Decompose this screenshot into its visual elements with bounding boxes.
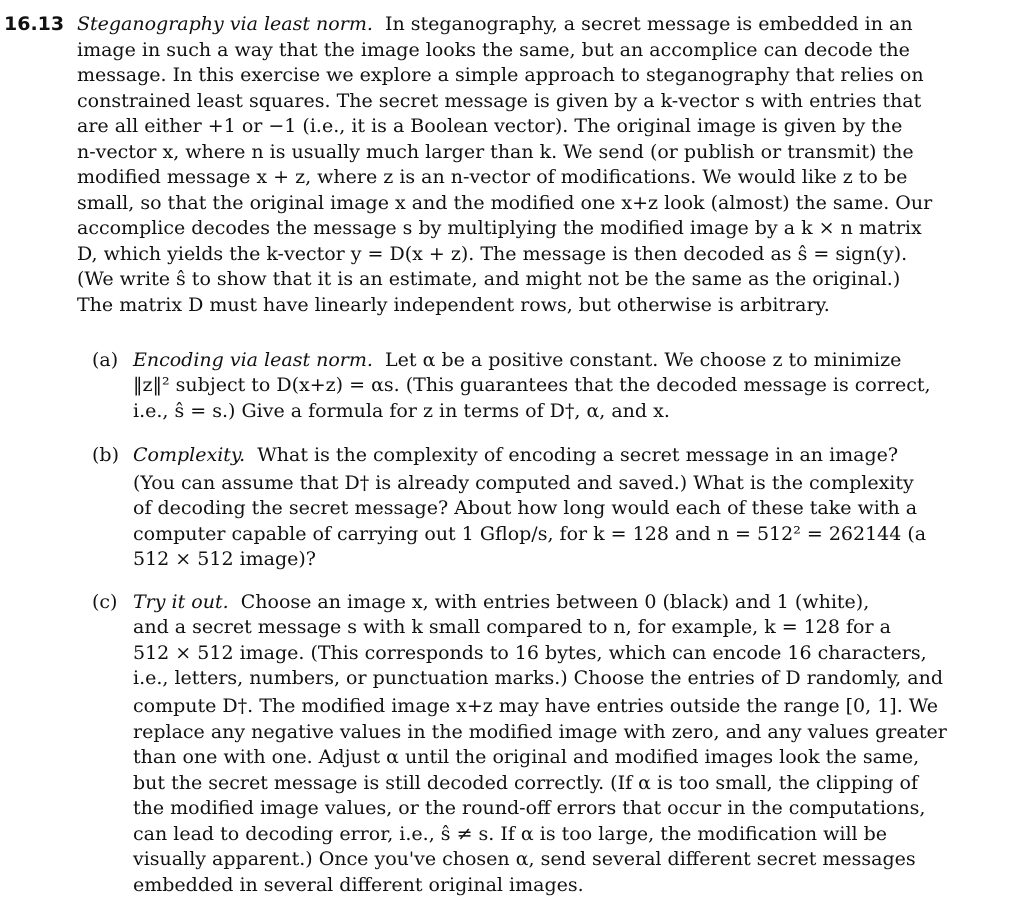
part-a-title: Encoding via least norm.: [133, 349, 373, 371]
intro-line: In steganography, a secret message is embedded in an: [384, 13, 913, 35]
part-b-label: (b): [92, 444, 119, 466]
intro-line: (We write ŝ to show that it is an estimate, and might not be the same as the original.): [77, 268, 901, 290]
part-b-line: What is the complexity of encoding a secret message in an image?: [257, 444, 899, 466]
intro-line: The matrix D must have linearly independent rows, but otherwise is arbitrary.: [77, 294, 830, 316]
intro-line: n-vector x, where n is usually much larger than k. We send (or publish or transmit) the: [77, 141, 914, 163]
part-c-label: (c): [92, 591, 118, 613]
part-c-line: the modified image values, or the round-off errors that occur in the computations,: [133, 797, 926, 819]
part-c-line: and a secret message s with k small compared to n, for example, k = 128 for a: [133, 616, 891, 638]
part-c-line: i.e., letters, numbers, or punctuation marks.) Choose the entries of D randomly, and: [133, 667, 943, 689]
intro-line: D, which yields the k-vector y = D(x + z). The message is then decoded as ŝ = sign(y).: [77, 243, 908, 265]
part-a-line: i.e., ŝ = s.) Give a formula for z in terms of D†, α, and x.: [133, 400, 670, 422]
part-c-title: Try it out.: [133, 591, 229, 613]
part-c-line: than one with one. Adjust α until the original and modified images look the same,: [133, 746, 920, 768]
intro-line: constrained least squares. The secret message is given by a k-vector s with entries that: [77, 90, 922, 112]
part-a-line: Let α be a positive constant. We choose z to minimize: [385, 349, 902, 371]
intro-line: message. In this exercise we explore a simple approach to steganography that relies on: [77, 64, 924, 86]
intro-line: modified message x + z, where z is an n-vector of modifications. We would like z to be: [77, 166, 908, 188]
part-a-line: ‖z‖² subject to D(x+z) = αs. (This guarantees that the decoded message is correct,: [133, 374, 931, 396]
intro-line: are all either +1 or −1 (i.e., it is a Boolean vector). The original image is given by the: [77, 115, 903, 137]
part-c-line: compute D†. The modified image x+z may have entries outside the range [0, 1]. We: [133, 695, 939, 717]
part-b-line: computer capable of carrying out 1 Gflop/s, for k = 128 and n = 512² = 262144 (a: [133, 523, 927, 545]
part-a-label: (a): [92, 349, 119, 371]
exercise-title: Steganography via least norm.: [77, 13, 373, 35]
part-c-line: but the secret message is still decoded correctly. (If α is too small, the clipping of: [133, 772, 919, 794]
intro-line: image in such a way that the image looks the same, but an accomplice can decode the: [77, 39, 910, 61]
part-b-line: 512 × 512 image)?: [133, 548, 316, 570]
part-c-first-line: [133, 590, 869, 615]
part-c-line: visually apparent.) Once you've chosen α, send several different secret messages: [133, 848, 916, 870]
part-c-line: 512 × 512 image. (This corresponds to 16 bytes, which can encode 16 characters,: [133, 642, 927, 664]
part-c-line: Choose an image x, with entries between 0 (black) and 1 (white),: [240, 591, 870, 613]
part-b-title: Complexity.: [133, 444, 246, 466]
part-b-first-line: [133, 443, 898, 468]
intro-line: small, so that the original image x and the modified one x+z look (almost) the same. Our: [77, 192, 933, 214]
exercise-first-line: [77, 12, 913, 37]
part-b-line: (You can assume that D† is already computed and saved.) What is the complexity: [133, 472, 914, 494]
intro-line: accomplice decodes the message s by multiplying the modified image by a k × n matrix: [77, 217, 922, 239]
part-a-first-line: [133, 348, 901, 373]
part-c-line: can lead to decoding error, i.e., ŝ ≠ s. If α is too large, the modification will be: [133, 823, 888, 845]
exercise-number: 16.13: [4, 13, 65, 35]
part-c-line: replace any negative values in the modified image with zero, and any values greater: [133, 721, 947, 743]
part-c-line: embedded in several different original images.: [133, 874, 584, 896]
part-b-line: of decoding the secret message? About how long would each of these take with a: [133, 497, 918, 519]
